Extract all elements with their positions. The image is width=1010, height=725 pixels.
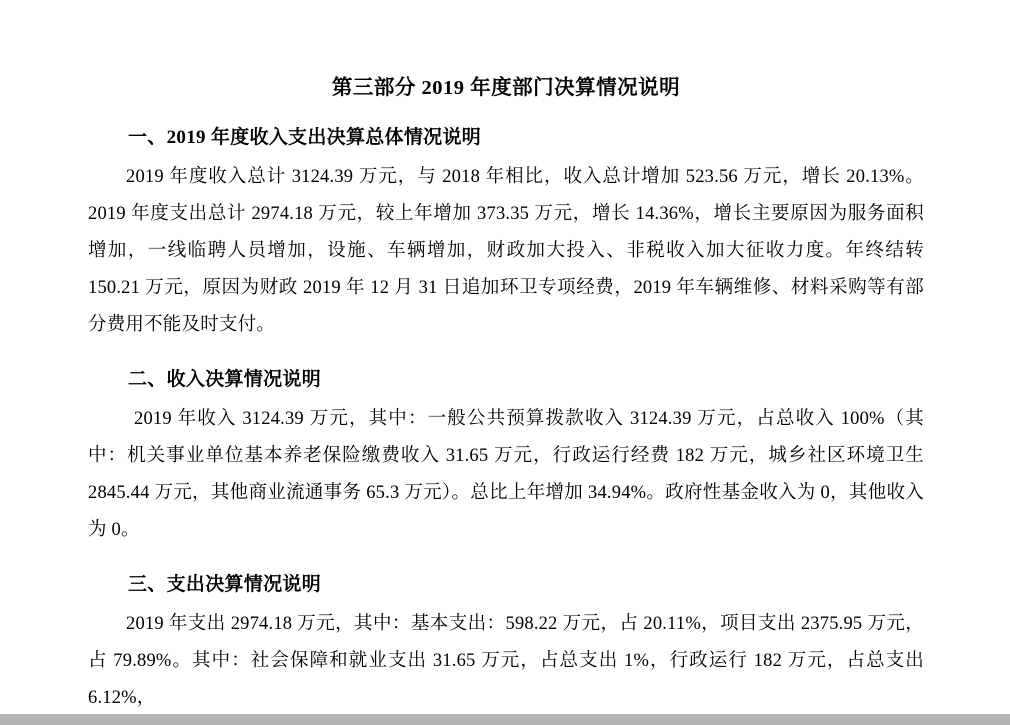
section-2-paragraph-1: 2019 年收入 3124.39 万元，其中：一般公共预算拨款收入 3124.39 万元，占总收入 100%（其中：机关事业单位基本养老保险缴费收入 31.65 万元，行政运行经费 182 万元，城乡社区环境卫生 2845.44 万元，其他商业流通事务 65.3 万元）。总比上年增加 34.94%。政府性基金收入为 0，其他收入为 0。	[88, 409, 924, 540]
section-expenditure	[88, 569, 924, 717]
section-overview	[88, 122, 924, 344]
section-spacer-1	[88, 352, 924, 364]
page-title: 第三部分 2019 年度部门决算情况说明	[331, 77, 681, 99]
section-heading-1: 一、2019 年度收入支出决算总体情况说明	[128, 127, 482, 148]
document-body	[88, 70, 924, 725]
section-3-paragraph-1: 2019 年支出 2974.18 万元，其中：基本支出：598.22 万元，占 20.11%，项目支出 2375.95 万元，占 79.89%。其中：社会保障和就业支出 31.65 万元，占总支出 1%，行政运行 182 万元，占总支出 6.12%，	[88, 614, 924, 708]
section-revenue	[88, 364, 924, 549]
section-heading-3: 三、支出决算情况说明	[128, 574, 322, 595]
section-heading-2: 二、收入决算情况说明	[128, 369, 322, 390]
section-1-paragraph-1: 2019 年度收入总计 3124.39 万元，与 2018 年相比，收入总计增加 523.56 万元，增长 20.13%。2019 年度支出总计 2974.18 万元，较上年增加 373.35 万元，增长 14.36%，增长主要原因为服务面积增加，一线临聘人员增加，设施、车辆增加，财政加大投入、非税收入加大征收力度。年终结转 150.21 万元，原因为财政 2019 年 12 月 31 日追加环卫专项经费，2019 年车辆维修、材料采购等有部分费用不能及时支付。	[88, 167, 924, 335]
section-spacer-2	[88, 557, 924, 569]
